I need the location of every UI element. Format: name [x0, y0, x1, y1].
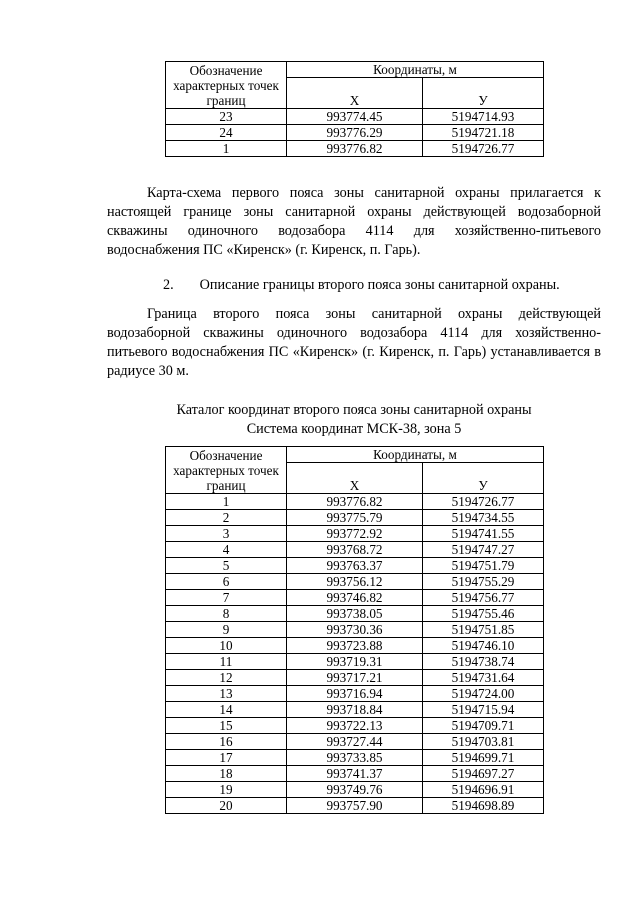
- x-coordinate-cell: 993757.90: [287, 798, 423, 814]
- y-coordinate-cell: 5194747.27: [423, 542, 544, 558]
- point-number-cell: 17: [166, 750, 287, 766]
- table-row: [166, 494, 544, 510]
- table-row: [166, 654, 544, 670]
- caption-line-1: Каталог координат второго пояса зоны санитарной охраны: [176, 402, 532, 418]
- table-row: [166, 638, 544, 654]
- table-row: [166, 141, 544, 157]
- table-row: [166, 125, 544, 141]
- y-coordinate-cell: 5194714.93: [423, 109, 544, 125]
- table-row: [166, 542, 544, 558]
- table-row: [166, 622, 544, 638]
- header-coordinates: Координаты, м: [287, 62, 544, 78]
- table-row: [166, 798, 544, 814]
- header-y: У: [423, 463, 544, 494]
- y-coordinate-cell: 5194734.55: [423, 510, 544, 526]
- table-row: [166, 526, 544, 542]
- x-coordinate-cell: 993763.37: [287, 558, 423, 574]
- y-coordinate-cell: 5194721.18: [423, 125, 544, 141]
- point-number-cell: 1: [166, 141, 287, 157]
- table-row: [166, 109, 544, 125]
- header-point-label: Обозначение характерных точек границ: [166, 62, 287, 109]
- point-number-cell: 23: [166, 109, 287, 125]
- table-row: [166, 750, 544, 766]
- section-2-heading: [163, 276, 560, 295]
- x-coordinate-cell: 993776.82: [287, 494, 423, 510]
- table-row: [166, 558, 544, 574]
- table-row: [166, 686, 544, 702]
- x-coordinate-cell: 993775.79: [287, 510, 423, 526]
- table-row: [166, 734, 544, 750]
- caption-line-2: Система координат МСК-38, зона 5: [246, 421, 462, 437]
- section-title: Описание границы второго пояса зоны санитарной охраны.: [199, 277, 560, 293]
- point-number-cell: 1: [166, 494, 287, 510]
- paragraph-zone1-map: [107, 184, 601, 260]
- point-number-cell: 18: [166, 766, 287, 782]
- header-y: У: [423, 78, 544, 109]
- y-coordinate-cell: 5194746.10: [423, 638, 544, 654]
- x-coordinate-cell: 993749.76: [287, 782, 423, 798]
- header-point-label: Обозначение характерных точек границ: [166, 447, 287, 494]
- point-number-cell: 14: [166, 702, 287, 718]
- point-number-cell: 16: [166, 734, 287, 750]
- header-x: X: [287, 78, 423, 109]
- point-number-cell: 19: [166, 782, 287, 798]
- point-number-cell: 6: [166, 574, 287, 590]
- x-coordinate-cell: 993772.92: [287, 526, 423, 542]
- point-number-cell: 5: [166, 558, 287, 574]
- x-coordinate-cell: 993716.94: [287, 686, 423, 702]
- table-row: [166, 590, 544, 606]
- x-coordinate-cell: 993756.12: [287, 574, 423, 590]
- table-row: [166, 510, 544, 526]
- y-coordinate-cell: 5194738.74: [423, 654, 544, 670]
- y-coordinate-cell: 5194696.91: [423, 782, 544, 798]
- y-coordinate-cell: 5194698.89: [423, 798, 544, 814]
- x-coordinate-cell: 993776.82: [287, 141, 423, 157]
- x-coordinate-cell: 993741.37: [287, 766, 423, 782]
- table-row: [166, 702, 544, 718]
- x-coordinate-cell: 993768.72: [287, 542, 423, 558]
- table-row: [166, 782, 544, 798]
- x-coordinate-cell: 993746.82: [287, 590, 423, 606]
- paragraph-zone2-text: Граница второго пояса зоны санитарной охраны действующей водозаборной скважины одиночного водозабора 4114 для хозяйственно-питьевого водоснабжения ПС «Киренск» (г. Киренск, п. Гарь) устанавливается в радиусе 30 м.: [107, 306, 601, 379]
- point-number-cell: 8: [166, 606, 287, 622]
- point-number-cell: 9: [166, 622, 287, 638]
- x-coordinate-cell: 993774.45: [287, 109, 423, 125]
- paragraph-zone1-text: Карта-схема первого пояса зоны санитарной охраны прилагается к настоящей границе зоны санитарной охраны действующей водозаборной скважины одиночного водозабора 4114 для хозяйственно-питьевого водоснабжения ПС «Киренск» (г. Киренск, п. Гарь).: [107, 185, 601, 258]
- catalog-caption: [107, 401, 601, 439]
- table-row: [166, 718, 544, 734]
- point-number-cell: 13: [166, 686, 287, 702]
- x-coordinate-cell: 993727.44: [287, 734, 423, 750]
- point-number-cell: 3: [166, 526, 287, 542]
- table-row: [166, 606, 544, 622]
- x-coordinate-cell: 993730.36: [287, 622, 423, 638]
- x-coordinate-cell: 993722.13: [287, 718, 423, 734]
- y-coordinate-cell: 5194709.71: [423, 718, 544, 734]
- y-coordinate-cell: 5194715.94: [423, 702, 544, 718]
- y-coordinate-cell: 5194697.27: [423, 766, 544, 782]
- x-coordinate-cell: 993718.84: [287, 702, 423, 718]
- point-number-cell: 12: [166, 670, 287, 686]
- coordinates-table-zone2: [165, 446, 544, 814]
- y-coordinate-cell: 5194726.77: [423, 141, 544, 157]
- x-coordinate-cell: 993717.21: [287, 670, 423, 686]
- point-number-cell: 2: [166, 510, 287, 526]
- y-coordinate-cell: 5194731.64: [423, 670, 544, 686]
- point-number-cell: 10: [166, 638, 287, 654]
- y-coordinate-cell: 5194751.79: [423, 558, 544, 574]
- paragraph-zone2-radius: [107, 305, 601, 381]
- table-row: [166, 766, 544, 782]
- y-coordinate-cell: 5194751.85: [423, 622, 544, 638]
- y-coordinate-cell: 5194756.77: [423, 590, 544, 606]
- x-coordinate-cell: 993723.88: [287, 638, 423, 654]
- point-number-cell: 15: [166, 718, 287, 734]
- point-number-cell: 24: [166, 125, 287, 141]
- point-number-cell: 4: [166, 542, 287, 558]
- y-coordinate-cell: 5194703.81: [423, 734, 544, 750]
- x-coordinate-cell: 993738.05: [287, 606, 423, 622]
- x-coordinate-cell: 993733.85: [287, 750, 423, 766]
- y-coordinate-cell: 5194741.55: [423, 526, 544, 542]
- y-coordinate-cell: 5194755.46: [423, 606, 544, 622]
- header-coordinates: Координаты, м: [287, 447, 544, 463]
- y-coordinate-cell: 5194699.71: [423, 750, 544, 766]
- x-coordinate-cell: 993719.31: [287, 654, 423, 670]
- table-row: [166, 670, 544, 686]
- point-number-cell: 20: [166, 798, 287, 814]
- header-x: X: [287, 463, 423, 494]
- point-number-cell: 11: [166, 654, 287, 670]
- coordinates-table-zone1: [165, 61, 544, 157]
- x-coordinate-cell: 993776.29: [287, 125, 423, 141]
- y-coordinate-cell: 5194724.00: [423, 686, 544, 702]
- section-number: 2.: [163, 277, 174, 293]
- y-coordinate-cell: 5194726.77: [423, 494, 544, 510]
- point-number-cell: 7: [166, 590, 287, 606]
- y-coordinate-cell: 5194755.29: [423, 574, 544, 590]
- table-row: [166, 574, 544, 590]
